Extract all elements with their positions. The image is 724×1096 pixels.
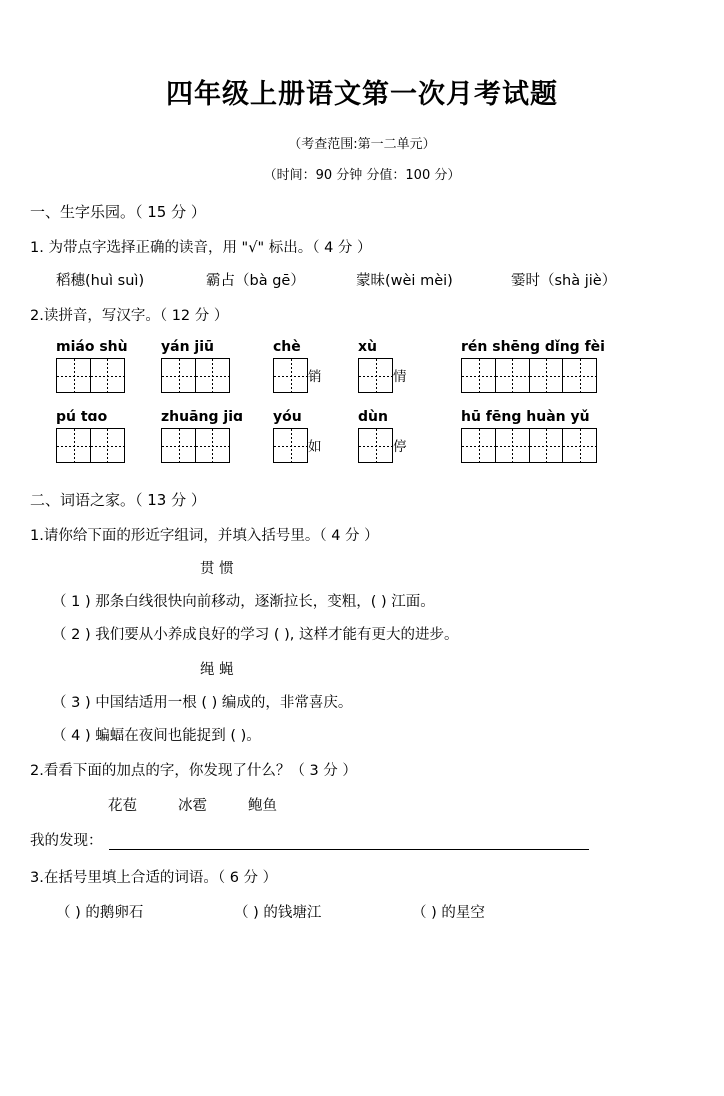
tianzige-row-2 [0, 428, 724, 463]
section2-q1-item-2[interactable]: （ 2 ) 我们要从小养成良好的学习 ( ), 这样才能有更大的进步。 [52, 627, 459, 643]
fill-word-item-3[interactable]: （ ) 的星空 [412, 905, 485, 921]
near-char-pair-1: 贯 惯 [200, 561, 234, 577]
tianzige-cell[interactable] [562, 428, 597, 463]
tianzige-cell[interactable] [495, 358, 530, 393]
tianzige-cell[interactable] [195, 358, 230, 393]
tianzige-group-hufenghuanyu[interactable] [461, 428, 597, 463]
exam-paper-page [0, 72, 724, 1096]
tianzige-cell[interactable] [195, 428, 230, 463]
tianzige-cell[interactable] [161, 428, 196, 463]
tianzige-cell[interactable] [56, 358, 91, 393]
pinyin-label-row-2 [0, 409, 724, 425]
hint-char-qing: 情 [393, 369, 407, 385]
hint-char-ting: 停 [393, 439, 407, 455]
section2-question1-text: 1.请你给下面的形近字组词，并填入括号里。（ 4 分 ） [30, 528, 379, 544]
tianzige-cell[interactable] [56, 428, 91, 463]
pinyin-label-dun: dùn [358, 409, 388, 425]
discovery-answer-blank[interactable] [109, 848, 589, 850]
tianzige-group-che[interactable] [273, 358, 358, 393]
tianzige-group-you[interactable] [273, 428, 358, 463]
discovery-answer-row [0, 829, 724, 850]
pinyin-choice-item-4[interactable]: 霎时（shà jiè） [511, 273, 617, 289]
tianzige-cell[interactable] [90, 358, 125, 393]
tianzige-cell[interactable] [273, 428, 308, 463]
pinyin-label-hufenghuanyu: hū fēng huàn yǔ [461, 409, 590, 425]
hint-char-ru: 如 [308, 439, 322, 455]
section2-q1-item-3[interactable]: （ 3 ) 中国结适用一根 ( ) 编成的，非常喜庆。 [52, 695, 353, 711]
exam-scope: （考查范围:第一二单元） [288, 137, 436, 152]
pinyin-choice-item-1[interactable]: 稻穗(huì suì) [56, 273, 145, 289]
pinyin-label-row-1 [0, 339, 724, 355]
pinyin-label-putao: pú tɑo [56, 409, 108, 425]
near-char-pair-2: 绳 蝇 [200, 662, 234, 678]
section2-question2-text: 2.看看下面的加点的字，你发现了什么？（ 3 分 ） [30, 763, 357, 779]
fill-word-row [0, 901, 724, 922]
dotted-word-1: 花苞 [108, 798, 137, 814]
dotted-words-row [0, 794, 724, 815]
pinyin-label-xu: xù [358, 339, 377, 355]
tianzige-cell[interactable] [529, 428, 564, 463]
hint-char-xiao: 销 [308, 369, 322, 385]
tianzige-cell[interactable] [529, 358, 564, 393]
tianzige-cell[interactable] [90, 428, 125, 463]
tianzige-cell[interactable] [495, 428, 530, 463]
section-2-heading: 二、词语之家。（ 13 分 ） [30, 491, 206, 509]
section2-q1-item-4[interactable]: （ 4 ) 蝙蝠在夜间也能捉到 ( )。 [52, 728, 261, 744]
dotted-word-2: 冰雹 [178, 798, 207, 814]
exam-timing: （时间：90 分钟 分值：100 分） [263, 168, 461, 183]
fill-word-item-1[interactable]: （ ) 的鹅卵石 [56, 905, 144, 921]
pinyin-label-che: chè [273, 339, 301, 355]
tianzige-cell[interactable] [273, 358, 308, 393]
section1-question2-text: 2.读拼音，写汉字。（ 12 分 ） [30, 308, 229, 324]
discovery-label: 我的发现： [30, 833, 103, 849]
tianzige-group-putao[interactable] [56, 428, 161, 463]
pinyin-choice-item-3[interactable]: 蒙昧(wèi mèi) [356, 273, 453, 289]
pinyin-label-zhuangjia: zhuāng jiɑ [161, 409, 244, 425]
tianzige-cell[interactable] [358, 358, 393, 393]
tianzige-cell[interactable] [161, 358, 196, 393]
fill-word-item-2[interactable]: （ ) 的钱塘江 [234, 905, 322, 921]
tianzige-group-renshengdingfei[interactable] [461, 358, 597, 393]
tianzige-cell[interactable] [461, 428, 496, 463]
pinyin-choice-item-2[interactable]: 霸占（bà gē） [206, 273, 305, 289]
pinyin-label-you: yóu [273, 409, 302, 425]
tianzige-group-miaoshu[interactable] [56, 358, 161, 393]
dotted-word-3: 鲍鱼 [248, 798, 277, 814]
section-1-heading: 一、生字乐园。（ 15 分 ） [30, 203, 206, 221]
section2-q1-item-1[interactable]: （ 1 ) 那条白线很快向前移动，逐渐拉长，变粗，( ) 江面。 [52, 594, 435, 610]
pinyin-label-miaoshu: miáo shù [56, 339, 128, 355]
tianzige-row-1 [0, 358, 724, 393]
section1-question1-text: 1. 为带点字选择正确的读音，用 "√" 标出。（ 4 分 ） [30, 240, 372, 256]
pinyin-label-renshengdingfei: rén shēng dǐng fèi [461, 339, 605, 355]
tianzige-group-dun[interactable] [358, 428, 461, 463]
section2-question3-text: 3.在括号里填上合适的词语。（ 6 分 ） [30, 870, 278, 886]
tianzige-cell[interactable] [358, 428, 393, 463]
page-title: 四年级上册语文第一次月考试题 [166, 79, 558, 110]
tianzige-cell[interactable] [461, 358, 496, 393]
tianzige-group-xu[interactable] [358, 358, 461, 393]
pinyin-label-yanjiu: yán jiū [161, 339, 214, 355]
tianzige-cell[interactable] [562, 358, 597, 393]
tianzige-group-yanjiu[interactable] [161, 358, 273, 393]
tianzige-group-zhuangjia[interactable] [161, 428, 273, 463]
